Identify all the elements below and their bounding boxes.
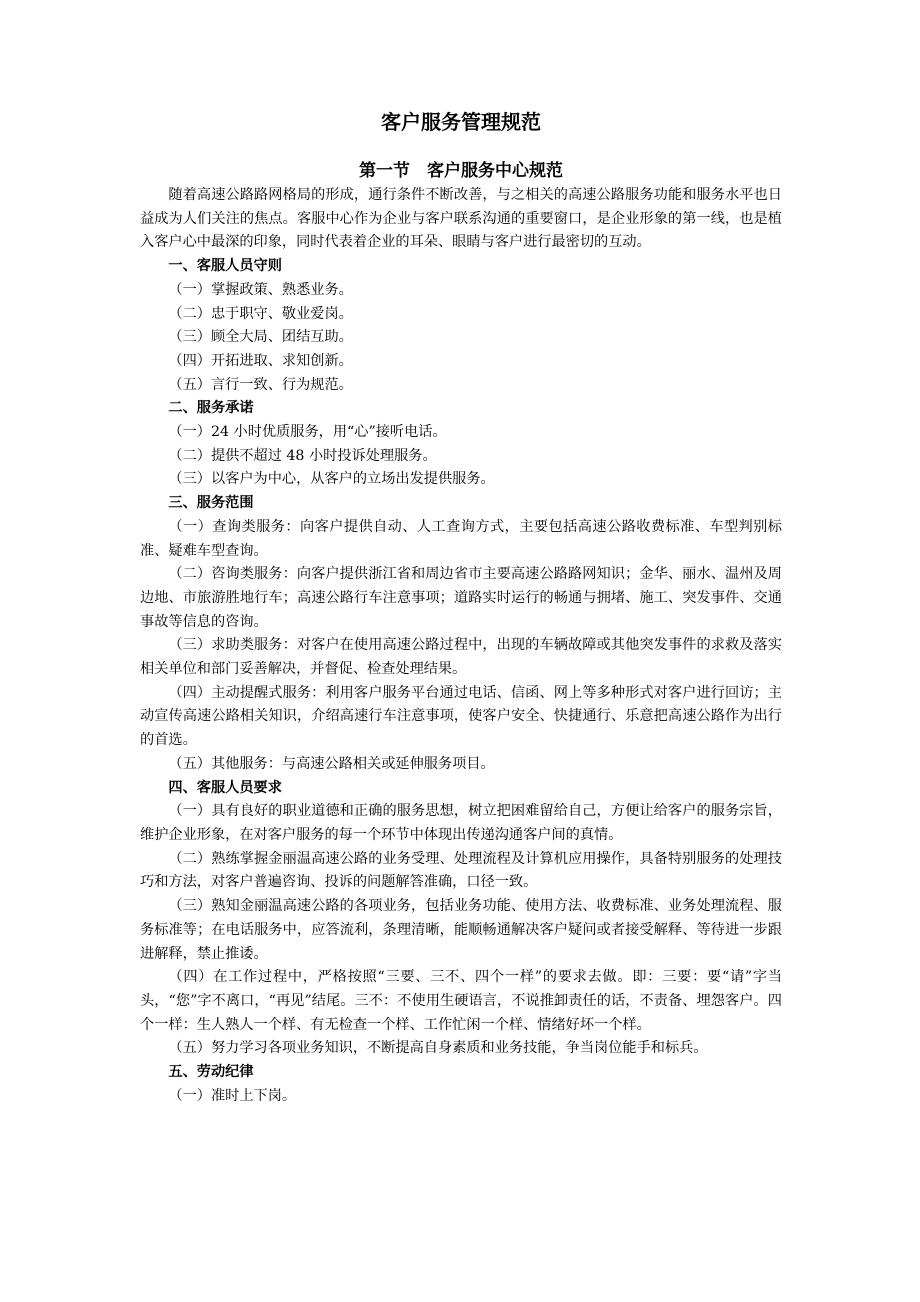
paragraph: （五）其他服务：与高速公路相关或延伸服务项目。 [168,755,495,772]
list-item: （三）以客户为中心，从客户的立场出发提供服务。 [168,471,495,488]
document-page [140,108,782,1108]
paragraph: （一）具有良好的职业道德和正确的服务思想，树立把困难留给自己，方便让给客户的服务宗旨，维护企业形象，在对客户服务的每一个环节中体现出传递沟通客户间的真情。 [140,803,782,843]
list-item: （四）开拓进取、求知创新。 [168,352,353,369]
paragraph: （三）求助类服务：对客户在使用高速公路过程中，出现的车辆故障或其他突发事件的求救及落实相关单位和部门妥善解决，并督促、检查处理结果。 [140,637,782,678]
list-item: （一）掌握政策、熟悉业务。 [168,281,353,298]
section-title: 第一节 客户服务中心规范 [359,161,563,181]
list-item: （三）顾全大局、团结互助。 [168,329,353,346]
paragraph: （二）咨询类服务：向客户提供浙江省和周边省市主要高速公路路网知识；金华、丽水、温州及周边地、市旅游胜地行车；高速公路行车注意事项；道路实时运行的畅通与拥堵、施工、突发事件、交通事故等信息的咨询。 [140,566,782,630]
paragraph: （五）努力学习各项业务知识，不断提高自身素质和业务技能，争当岗位能手和标兵。 [168,1040,708,1057]
heading-staff-code: 一、客服人员守则 [168,258,282,275]
heading-service-scope: 三、服务范围 [168,495,254,512]
paragraph: （二）熟练掌握金丽温高速公路的业务受理、处理流程及计算机应用操作，具备特别服务的处理技巧和方法，对客户普遍咨询、投诉的问题解答准确，口径一致。 [140,850,782,891]
paragraph: （一）查询类服务：向客户提供自动、人工查询方式，主要包括高速公路收费标准、车型判别标准、疑难车型查询。 [140,518,782,559]
heading-labor-discipline: 五、劳动纪律 [168,1064,254,1081]
paragraph: （四）主动提醒式服务：利用客户服务平台通过电话、信函、网上等多种形式对客户进行回访；主动宣传高速公路相关知识，介绍高速行车注意事项，使客户安全、快捷通行、乐意把高速公路作为出行的首选。 [140,684,782,749]
document-title: 客户服务管理规范 [381,110,541,134]
list-item: （一）24 小时优质服务，用“心”接听电话。 [168,424,447,441]
list-item: （二）忠于职守、敬业爱岗。 [168,305,353,322]
list-item: （五）言行一致、行为规范。 [168,376,353,393]
heading-staff-requirements: 四、客服人员要求 [168,779,282,796]
list-item: （一）准时上下岗。 [168,1087,297,1104]
paragraph: （三）熟知金丽温高速公路的各项业务，包括业务功能、使用方法、收费标准、业务处理流程、服务标准等；在电话服务中，应答流利，条理清晰，能顺畅通解决客户疑问或者接受解释、等待进一步跟进解释，禁止推诿。 [140,898,782,962]
intro-paragraph: 随着高速公路路网格局的形成，通行条件不断改善，与之相关的高速公路服务功能和服务水平也日益成为人们关注的焦点。客服中心作为企业与客户联系沟通的重要窗口，是企业形象的第一线，也是植入客户心中最深的印象，同时代表着企业的耳朵、眼睛与客户进行最密切的互动。 [140,187,782,251]
heading-service-commitment: 二、服务承诺 [168,400,254,417]
paragraph: （四）在工作过程中，严格按照“三要、三不、四个一样”的要求去做。即：三要：要“请”字当头，“您”字不离口，“再见”结尾。三不：不使用生硬语言，不说推卸责任的话，不责备、埋怨客户。四个一样：生人熟人一个样、有无检查一个样、工作忙闲一个样、情绪好坏一个样。 [140,969,782,1033]
list-item: （二）提供不超过 48 小时投诉处理服务。 [168,447,437,464]
